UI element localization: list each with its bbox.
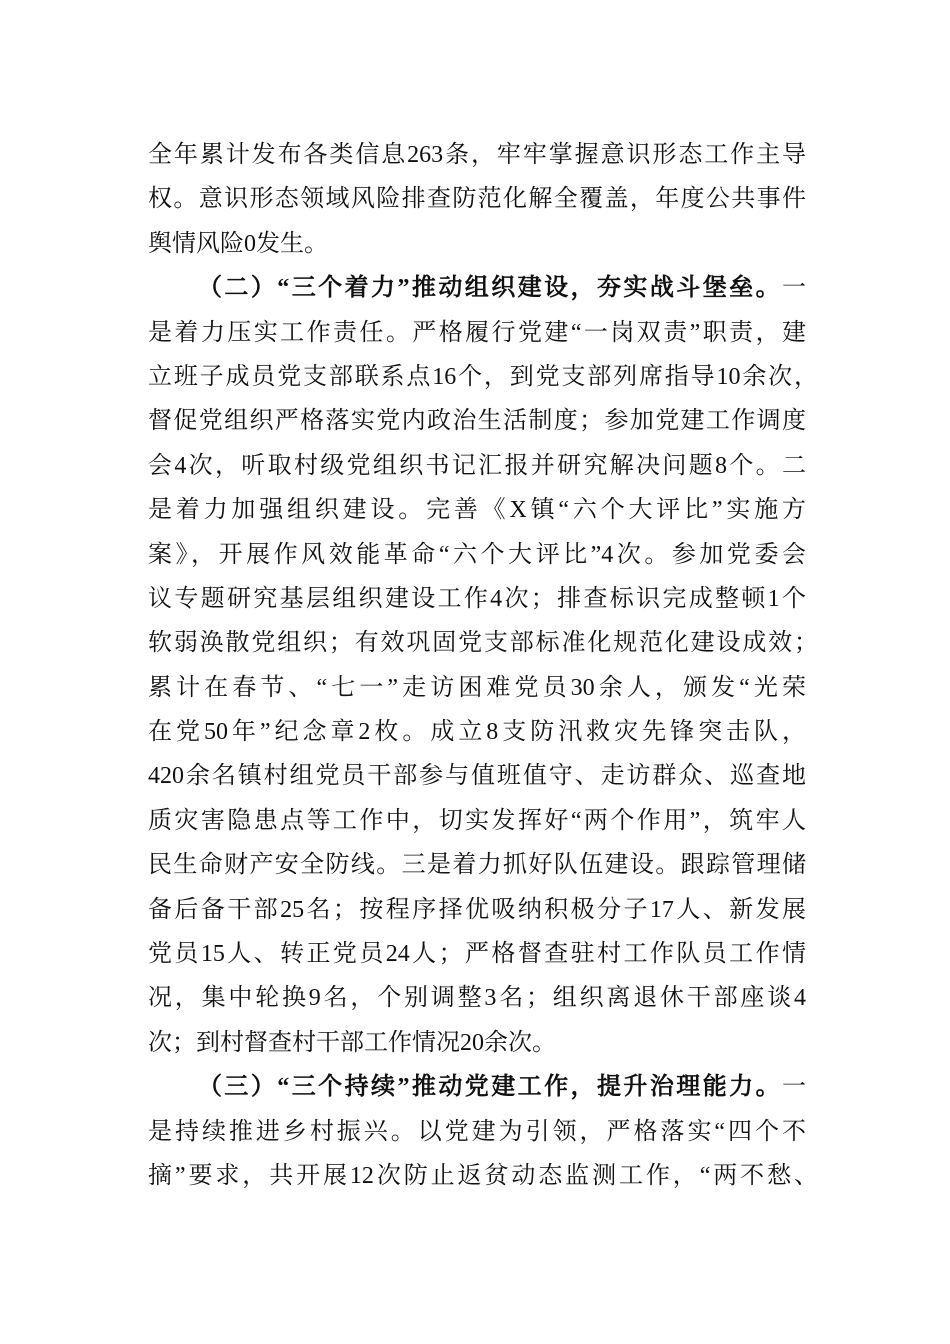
text-line: 民生命财产安全防线。三是着力抓好队伍建设。跟踪管理储	[148, 852, 806, 879]
text-line: 会4次，听取村级党组织书记汇报并研究解决问题8个。二	[148, 452, 806, 479]
text-line: 备后备干部25名；按程序择优吸纳积极分子17人、新发展	[148, 896, 806, 923]
text-line: 权。意识形态领域风险排查防范化解全覆盖，年度公共事件	[148, 186, 806, 213]
text-line: 软弱涣散党组织；有效巩固党支部标准化规范化建设成效；	[148, 630, 818, 657]
heading-line	[148, 1065, 806, 1109]
text-line: 党员15人、转正党员24人；严格督查驻村工作队员工作情	[148, 941, 806, 968]
document-page	[148, 133, 818, 1198]
text-line: 立班子成员党支部联系点16个，到党支部列席指导10余次，	[148, 363, 818, 390]
text-line: 是持续推进乡村振兴。以党建为引领，严格落实“四个不	[148, 1118, 806, 1145]
text-line: 督促党组织严格落实党内政治生活制度；参加党建工作调度	[148, 408, 806, 435]
text-line: 舆情风险0发生。	[148, 230, 328, 257]
text-line: 全年累计发布各类信息263条，牢牢掌握意识形态工作主导	[148, 142, 806, 168]
text-line: 420余名镇村组党员干部参与值班值守、走访群众、巡查地	[148, 763, 806, 790]
text-line: 况，集中轮换9名，个别调整3名；组织离退休干部座谈4	[148, 985, 806, 1012]
text-line: 在党50年”纪念章2枚。成立8支防汛救灾先锋突击队，	[148, 719, 806, 746]
paragraph-1	[148, 133, 818, 266]
text-line: 质灾害隐患点等工作中，切实发挥好“两个作用”，筑牢人	[148, 807, 806, 834]
text-line: 累计在春节、“七一”走访困难党员30余人，颁发“光荣	[148, 674, 806, 701]
text-line: 次；到村督查村干部工作情况20余次。	[148, 1029, 556, 1056]
paragraph-2	[148, 266, 818, 1065]
section-heading: （三）“三个持续”推动党建工作，提升治理能力。	[198, 1074, 782, 1101]
heading-continuation: 一	[782, 1074, 806, 1101]
text-line: 摘”要求，共开展12次防止返贫动态监测工作，“两不愁、	[148, 1162, 818, 1189]
heading-continuation: 一	[782, 275, 806, 302]
text-line: 议专题研究基层组织建设工作4次；排查标识完成整顿1个	[148, 585, 806, 612]
text-line: 案》，开展作风效能革命“六个大评比”4次。参加党委会	[148, 541, 806, 568]
section-heading: （二）“三个着力”推动组织建设，夯实战斗堡垒。	[198, 275, 782, 302]
paragraph-3	[148, 1065, 818, 1198]
text-line: 是着力压实工作责任。严格履行党建“一岗双责”职责，建	[148, 319, 806, 346]
heading-line	[148, 266, 806, 310]
text-line: 是着力加强组织建设。完善《X镇“六个大评比”实施方	[148, 497, 806, 524]
